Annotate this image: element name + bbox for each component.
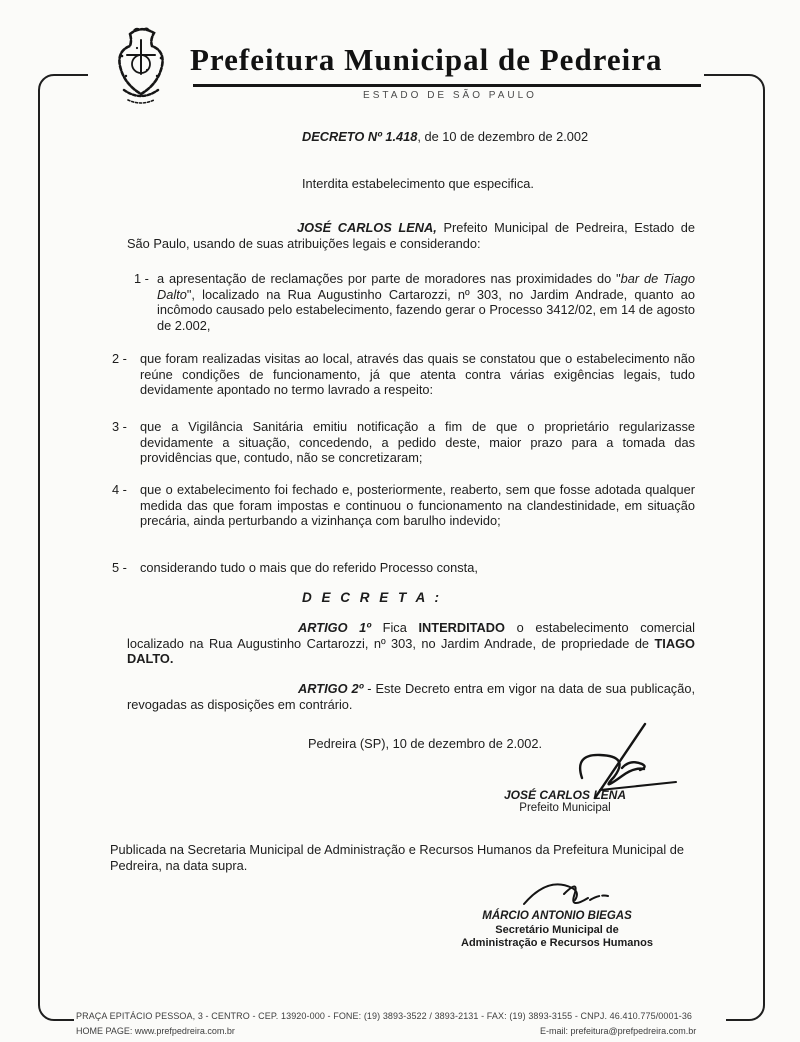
secretary-role-line2: Administração e Recursos Humanos [461, 937, 653, 949]
item-text-segment: a apresentação de reclamações por parte de moradores nas proximidades do " [157, 271, 621, 286]
consideration-item-5 [112, 560, 695, 576]
article-2-label: ARTIGO 2º [298, 681, 364, 696]
publication-note: Publicada na Secretaria Municipal de Administração e Recursos Humanos da Prefeitura Municipal de Pedreira, na data supra. [110, 842, 685, 873]
mayor-name-inline: JOSÉ CARLOS LENA, [297, 220, 437, 235]
establishment-name: bar de Tiago Dalto [157, 271, 695, 302]
title-underline [193, 84, 701, 87]
item-text-segment: ", localizado na Rua Augustinho Cartarozzi, nº 303, no Jardim Andrade, quanto ao incômodo causado pelo estabelecimento, fazendo gerar o Processo 3412/02, em 14 de agosto de 2.002, [157, 286, 695, 333]
consideration-item-2 [112, 351, 695, 398]
municipal-crest-icon [104, 26, 178, 110]
decree-heading [302, 129, 722, 145]
item-number: 4 - [112, 482, 127, 497]
mayor-signature-name: JOSÉ CARLOS LENA [503, 788, 626, 802]
article-1-text: o estabelecimento comercial localizado na Rua Augustinho Cartarozzi, nº 303, no Jardim Andrade, de propriedade de [127, 620, 695, 651]
item-number: 5 - [112, 560, 127, 575]
footer-homepage: HOME PAGE: www.prefpedreira.com.br [76, 1026, 235, 1036]
article-1 [127, 620, 695, 667]
item-text: que foram realizadas visitas ao local, através das quais se constatou que o estabelecimento não reúne condições de funcionamento, já que atenta contra várias exigências legais, tudo devidamente apontado no termo lavrado a respeito: [140, 351, 695, 398]
consideration-item-4 [112, 482, 695, 529]
item-number: 1 - [134, 271, 149, 286]
item-text [157, 271, 695, 333]
dateline: Pedreira (SP), 10 de dezembro de 2.002. [308, 736, 543, 751]
item-number: 2 - [112, 351, 127, 366]
page-subtitle: ESTADO DE SÃO PAULO [363, 90, 537, 101]
decree-number: DECRETO Nº 1.418 [302, 129, 418, 144]
decree-summary: Interdita estabelecimento que especifica. [302, 176, 534, 191]
interdicted-keyword: INTERDITADO [418, 620, 505, 635]
article-2 [127, 681, 695, 712]
decree-preamble [127, 220, 695, 251]
page-title: Prefeitura Municipal de Pedreira [190, 42, 663, 77]
consideration-item-3 [112, 419, 695, 466]
secretary-signature-icon [520, 872, 620, 914]
preamble-text: Prefeito Municipal de Pedreira, Estado de São Paulo, usando de suas atribuições legais e considerando: [127, 220, 695, 251]
article-1-text: Fica [370, 620, 419, 635]
secretary-signature-name: MÁRCIO ANTONIO BIEGAS [482, 910, 632, 922]
decree-date: , de 10 de dezembro de 2.002 [417, 129, 589, 144]
page-border-frame [38, 74, 765, 1021]
secretary-role-line1: Secretário Municipal de [495, 924, 619, 936]
item-number: 3 - [112, 419, 127, 434]
footer-address-line: PRAÇA EPITÁCIO PESSOA, 3 - CENTRO - CEP. 13920-000 - FONE: (19) 3893-3522 / 3893-2131 - FAX: (19) 3893-3155 - CNPJ. 46.410.775/0001-36 [76, 1011, 693, 1021]
consideration-item-1 [134, 271, 695, 333]
footer-email: E-mail: prefeitura@prefpedreira.com.br [540, 1026, 697, 1036]
mayor-signature-icon [548, 722, 683, 802]
article-1-label: ARTIGO 1º [298, 620, 371, 635]
item-text: que o extabelecimento foi fechado e, posteriormente, reaberto, sem que fosse adotada qualquer medida das que foram impostas e continuou o funcionamento na clandestinidade, em situação precária, ainda perturbando a vizinhança com barulho indevido; [140, 482, 695, 529]
mayor-signature-role: Prefeito Municipal [519, 802, 611, 814]
item-text: que a Vigilância Sanitária emitiu notificação a fim de que o proprietário regularizasse devidamente a situação, concedendo, a pedido deste, maior prazo para a tomada das providências que, contudo, não se concretizaram; [140, 419, 695, 466]
item-text: considerando tudo o mais que do referido Processo consta, [140, 560, 478, 575]
decreta-heading: D E C R E T A : [302, 590, 443, 605]
article-2-text: - Este Decreto entra em vigor na data de sua publicação, revogadas as disposições em contrário. [127, 681, 695, 712]
owner-name: TIAGO DALTO. [127, 635, 695, 667]
